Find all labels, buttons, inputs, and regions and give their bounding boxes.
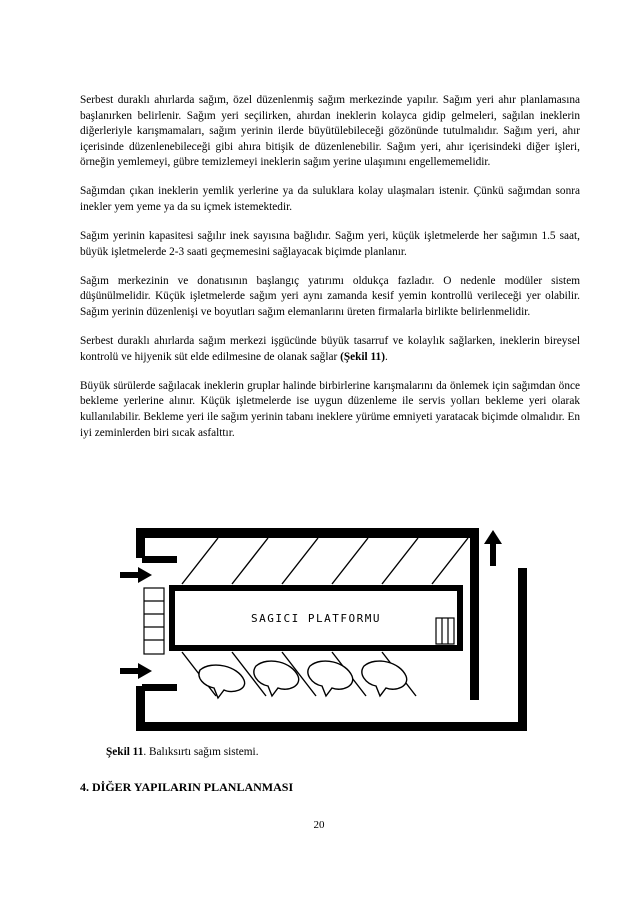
entry-arrow-lower	[120, 663, 152, 679]
paragraph-5	[80, 334, 580, 365]
exit-wall-inner	[470, 528, 479, 700]
cow-4	[362, 661, 407, 696]
paragraph-1: Serbest duraklı ahırlarda sağım, özel düzenlenmiş sağım merkezinde yapılır. Sağım yeri ahır planlamasına başlanırken belirlenir. Sağım yeri seçilirken, ahırdan ineklerin kolayca gidip gelmeleri, sağılan ineklerin diğerleriyle karışmamaları, sağım yerinin ilerde büyütülebileceği gözönünde tutulmalıdır. Sağım yeri, ahır içerisinde düzenlenebileceği gibi ahıra bitişik de düzenlenebilir. Sağım yeri, ahır içerisindeki diğer işleri, örneğin yemlemeyi, gübre temizlemeyi ineklerin sağım yerine ulaşımını engellememelidir.	[80, 94, 580, 169]
top-wall	[136, 528, 470, 538]
entry-jamb-bottom	[142, 684, 177, 691]
figure-reference: (Şekil 11)	[340, 350, 385, 363]
paragraph-5-text: Serbest duraklı ahırlarda sağım merkezi işgücünde büyük tasarruf ve kolaylık sağlarken, ineklerin bireysel kontrolü ve hijyenik süt elde edilmesine de olanak sağlar	[80, 335, 580, 363]
paragraph-6: Büyük sürülerde sağılacak ineklerin gruplar halinde birbirlerine karışmalarını da önlemek için sağımdan önce bekleme yerlerine alınır. Küçük işletmelerde ise uygun düzenleme ile servis yolları bekleme yeri olarak kullanılabilir. Bekleme yeri ile sağım yerinin tabanı ineklere yürüme emniyeti yaratacak biçimde olmalıdır. En iyi zeminlerden biri sıcak asfalttır.	[80, 379, 580, 439]
paragraph-4: Sağım merkezinin ve donatısının başlangıç yatırımı oldukça fazladır. O nedenle modüler sistem düşünülmelidir. Küçük işletmelerde sağım yeri aynı zamanda kesif yemin kontrollü verileceği yer olabilir. Sağım yerinin düzenlenişi ve boyutları sağım elemanlarını üreten firmalarla birlikte belirlenmelidir.	[80, 274, 580, 319]
platform-label: SAGICI PLATFORMU	[251, 612, 381, 625]
entry-arrow-upper	[120, 567, 152, 583]
entry-gate	[144, 588, 164, 654]
paragraph-2: Sağımdan çıkan ineklerin yemlik yerlerine ya da suluklara kolay ulaşmaları istenir. Çünkü sağımdan sonra inekler yem yeme ya da su içmek istemektedir.	[80, 185, 580, 214]
cow-2	[254, 661, 299, 696]
section-heading: 4. DİĞER YAPILARIN PLANLANMASI	[80, 780, 294, 794]
herringbone-milking-diagram	[120, 526, 530, 734]
exit-wall-outer	[518, 568, 527, 731]
page-number: 20	[313, 819, 325, 831]
caption-text: . Balıksırtı sağım sistemi.	[143, 746, 259, 758]
left-wall-upper	[136, 528, 145, 558]
figure-caption	[106, 746, 259, 758]
paragraph-5-tail: .	[384, 350, 388, 363]
body-text	[80, 93, 580, 455]
cow-1	[199, 665, 245, 698]
caption-ref: Şekil 11	[106, 746, 144, 758]
bottom-wall	[136, 722, 527, 731]
stall-lines-top	[182, 538, 468, 584]
paragraph-3: Sağım yerinin kapasitesi sağılır inek sayısına bağlıdır. Sağım yeri, küçük işletmelerde her sağımın 1.5 saat, büyük işletmelerde 2-3 saati geçmemesini sağlayacak biçimde planlanır.	[80, 230, 580, 258]
cow-3	[308, 661, 353, 696]
entry-jamb-top	[142, 556, 177, 563]
exit-arrow	[484, 530, 502, 566]
